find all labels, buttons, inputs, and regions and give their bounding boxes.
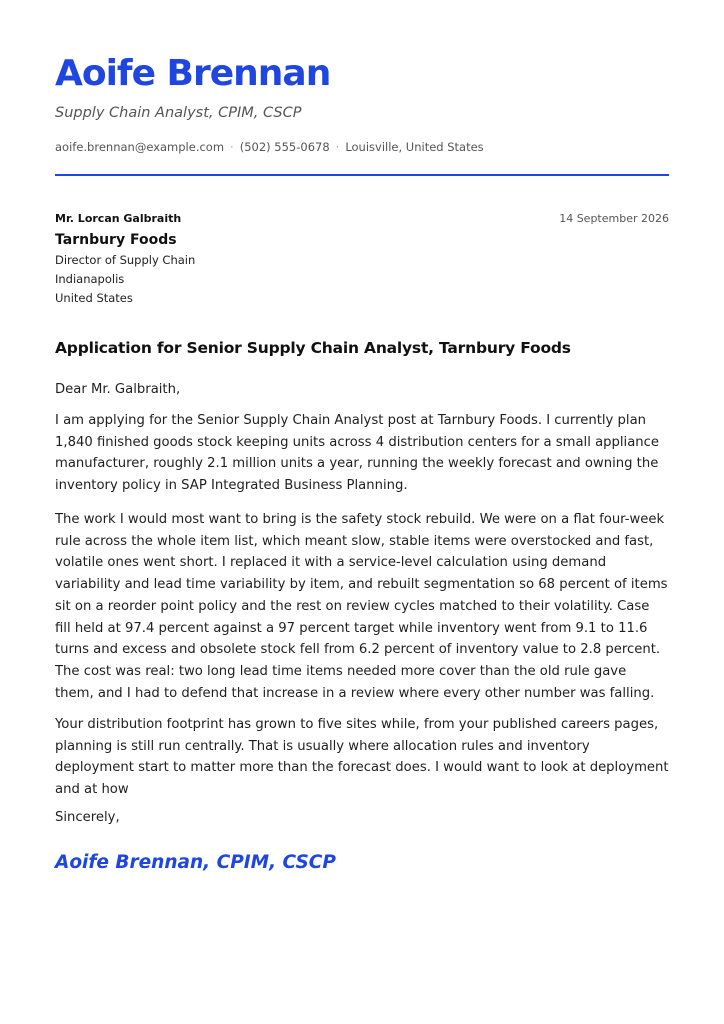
closing: Sincerely, — [55, 810, 120, 825]
letter-date: 14 September 2026 — [559, 212, 669, 225]
recipient-name: Mr. Lorcan Galbraith — [55, 212, 182, 225]
body-paragraph: I am applying for the Senior Supply Chain Analyst post at Tarnbury Foods. I currently plan 1,840 finished goods stock keeping units across 4 distribution centers for a small appliance manufacturer, roughly 2.1 million units a year, running the weekly forecast and owning the inventory policy in SAP Integrated Business Planning. — [55, 413, 660, 494]
applicant-name: Aoife Brennan — [55, 53, 331, 94]
separator: · — [230, 140, 234, 154]
recipient-title: Director of Supply Chain — [55, 253, 196, 267]
contact-line — [55, 140, 484, 154]
letter-subject: Application for Senior Supply Chain Analyst, Tarnbury Foods — [55, 339, 571, 357]
header-divider — [55, 174, 669, 176]
recipient-city: Indianapolis — [55, 272, 125, 286]
location: Louisville, United States — [345, 140, 484, 154]
email-link[interactable]: aoife.brennan@example.com — [55, 140, 225, 154]
recipient-country: United States — [55, 291, 133, 305]
signature: Aoife Brennan, CPIM, CSCP — [55, 852, 336, 873]
separator: · — [335, 140, 340, 154]
applicant-subtitle: Supply Chain Analyst, CPIM, CSCP — [55, 105, 302, 121]
salutation: Dear Mr. Galbraith, — [55, 382, 181, 397]
phone-number: (502) 555-0678 — [239, 140, 330, 154]
body-paragraph: Your distribution footprint has grown to five sites while, from your published careers pages, planning is still run centrally. That is usually where allocation rules and inventory deployment start to matter more than the forecast does. I would want to look at deployment and at how — [55, 717, 669, 798]
recipient-company: Tarnbury Foods — [55, 232, 177, 248]
body-paragraph: The work I would most want to bring is the safety stock rebuild. We were on a flat four-week rule across the whole item list, which meant slow, stable items were overstocked and fast, volatile ones went short. I replaced it with a service-level calculation using demand variability and lead time variability by item, and rebuilt segmentation so 68 percent of items sit on a reorder point policy and the rest on review cycles matched to their volatility. Case fill held at 97.4 percent against a 97 percent target while inventory went from 9.1 to 11.6 turns and excess and obsolete stock fell from 6.2 percent of inventory value to 2.8 percent. The cost was real: two long lead time items needed more cover than the old rule gave them, and I had to defend that increase in a review where every other number was falling. — [55, 512, 668, 701]
